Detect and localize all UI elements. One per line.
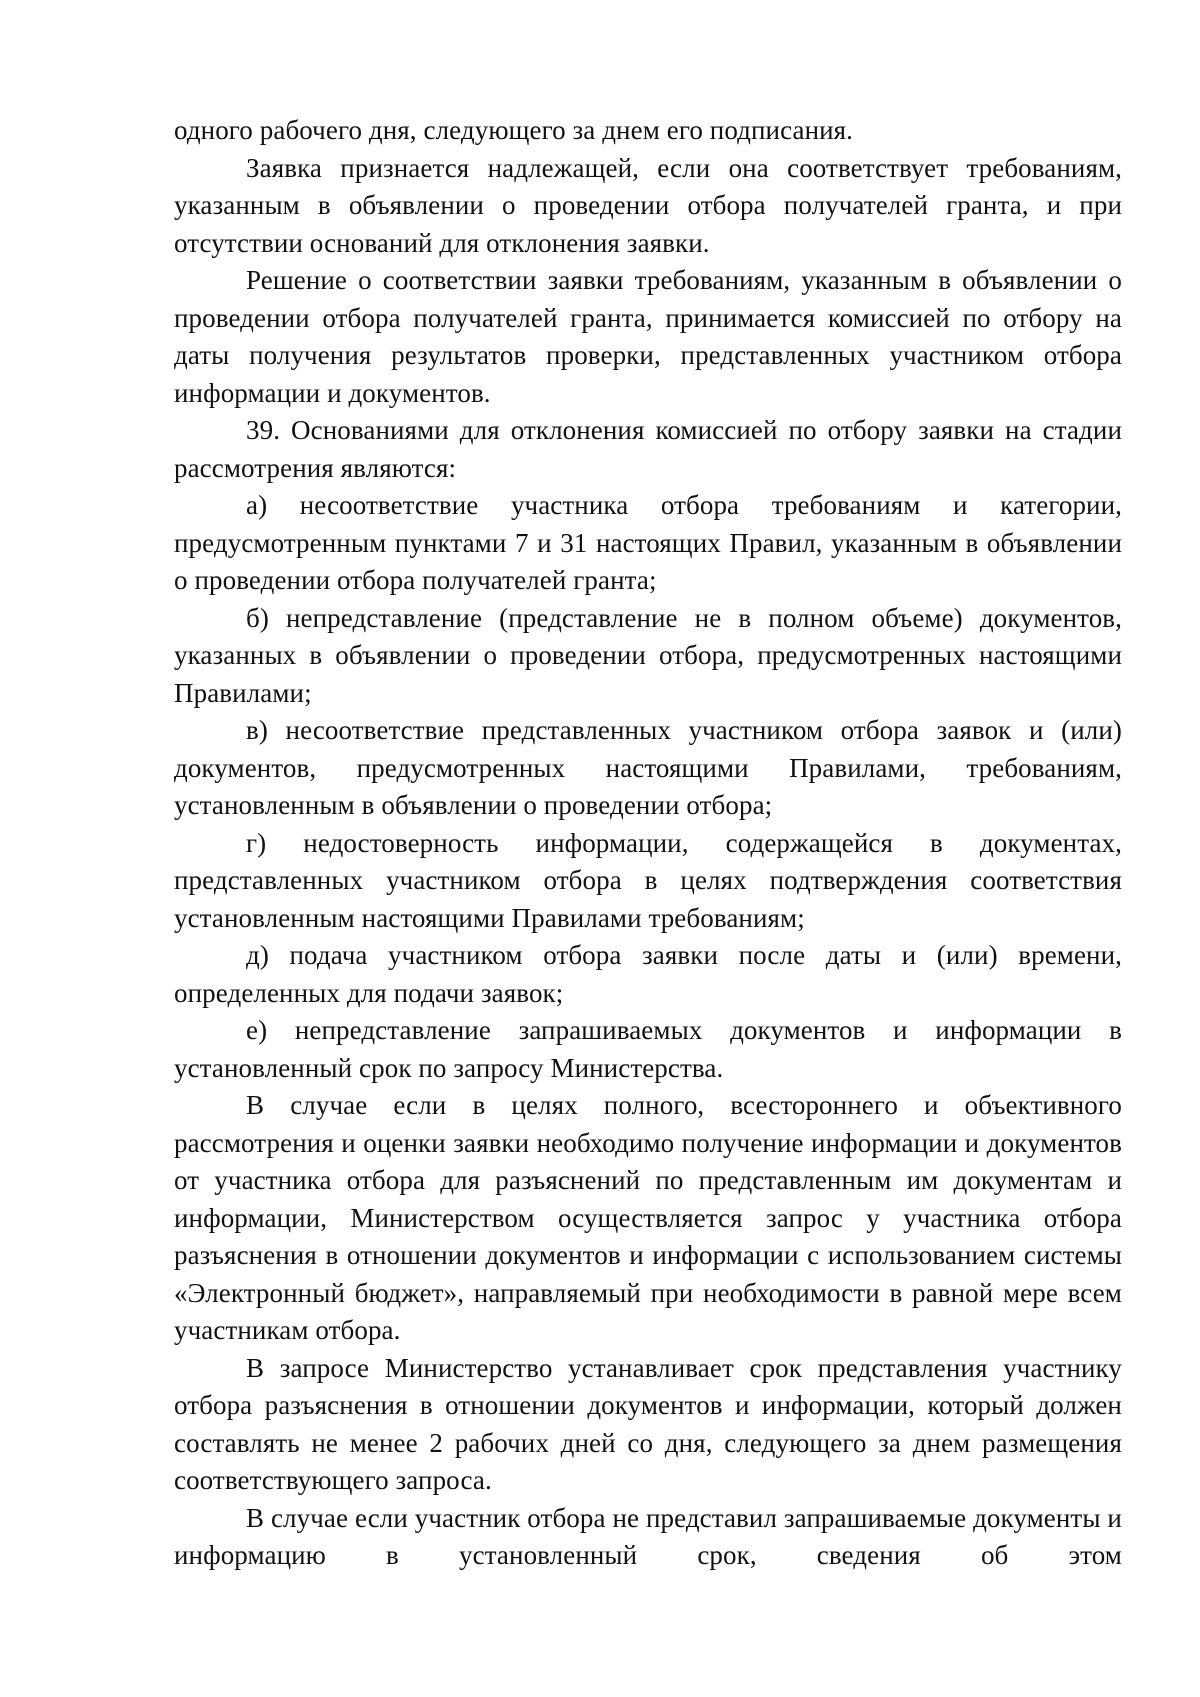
list-item-g: г) недостоверность информации, содержащейся в документах, представленных участником отбора в целях подтверждения соответствия установленным настоящими Правилами требованиям; [174,827,1122,933]
list-item-d: д) подача участником отбора заявки после даты и (или) времени, определенных для подачи заявок; [174,940,1122,1008]
list-item-b: б) непредставление (представление не в полном объеме) документов, указанных в объявлении о проведении отбора, предусмотренных настоящими Правилами; [174,602,1122,708]
paragraph-application-proper: Заявка признается надлежащей, если она соответствует требованиям, указанным в объявлении о проведении отбора получателей гранта, и при отсутствии оснований для отклонения заявки. [174,152,1122,258]
document-page [174,112,1122,1575]
paragraph-request-deadline: В запросе Министерство устанавливает срок представления участнику отбора разъяснения в отношении документов и информации, который должен составлять не менее 2 рабочих дней со дня, следующего за днем размещения соответствующего запроса. [174,1352,1122,1495]
paragraph-clarification-request: В случае если в целях полного, всестороннего и объективного рассмотрения и оценки заявки необходимо получение информации и документов от участника отбора для разъяснений по представленным им документам и информации, Министерством осуществляется запрос у участника отбора разъяснения в отношении документов и информации с использованием системы «Электронный бюджет», направляемый при необходимости в равной мере всем участникам отбора. [174,1090,1122,1345]
paragraph-item-39: 39. Основаниями для отклонения комиссией по отбору заявки на стадии рассмотрения являются: [174,415,1122,483]
list-item-a: а) несоответствие участника отбора требованиям и категории, предусмотренным пунктами 7 и 31 настоящих Правил, указанным в объявлении о проведении отбора получателей гранта; [174,490,1122,595]
paragraph-compliance-decision: Решение о соответствии заявки требованиям, указанным в объявлении о проведении отбора получателей гранта, принимается комиссией по отбору на даты получения результатов проверки, представленных участником отбора информации и документов. [174,265,1122,408]
paragraph-not-submitted: В случае если участник отбора не представил запрашиваемые документы и информацию в установленный срок, сведения об этом [174,1502,1122,1570]
list-item-v: в) несоответствие представленных участником отбора заявок и (или) документов, предусмотренных настоящими Правилами, требованиям, установленным в объявлении о проведении отбора; [174,715,1122,820]
list-item-e: е) непредставление запрашиваемых документов и информации в установленный срок по запросу Министерства. [174,1015,1122,1083]
paragraph-continuation: одного рабочего дня, следующего за днем его подписания. [174,115,854,145]
